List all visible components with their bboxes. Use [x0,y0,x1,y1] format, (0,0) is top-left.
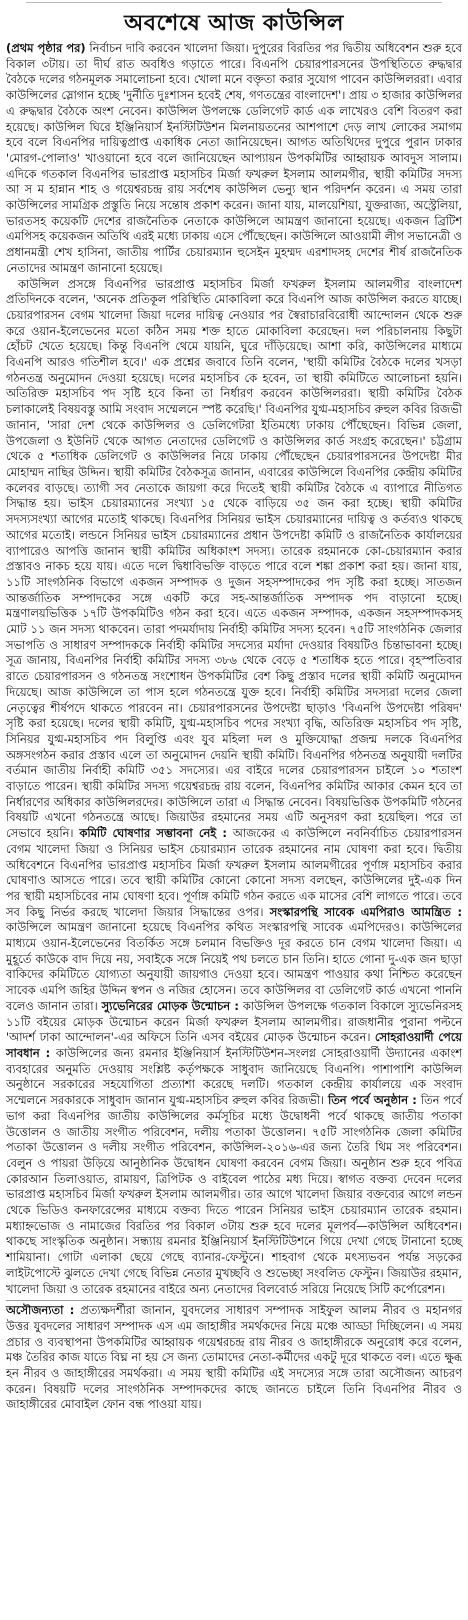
subhead-reformists: সংস্কারপন্থি সাবেক এমপিরাও আমন্ত্রিত : [269,904,463,919]
paragraph-8 [6,1303,462,1413]
paragraph-2 [6,277,462,1298]
section-divider [6,1300,462,1301]
paragraph-3-text: আজকের এ কাউন্সিলে নবনির্বাচিত চেয়ারপারসন বেগম খালেদা জিয়া ও সিনিয়র ভাইস চেয়ারম্যান তারেক রহমানের নাম ঘোষণা করা হবে। দ্বিতীয় অধিবেশনে বিএনপির ভারপ্রাপ্ত মহাসচিব মির্জা ফখরুল ইসলাম আলমগীরের পূর্ণাঙ্গ মহাসচিব করার ঘোষণাও আসতে পারে। তবে স্থায়ী কমিটির কোনো কোনো সদস্য বলছেন, কাউন্সিলের দুই-এক দিন পর স্থায়ী মহাসচিবের নাম ঘোষণা হবে। পূর্ণাঙ্গ কমিটি গঠন করতে এক মাসের বেশি লাগতে পারে। তবে সব কিছু নির্ভর করছে খালেদা জিয়ার সিদ্ধান্তের ওপর। [6,826,462,919]
paragraph-5-text: কাউন্সিল উপলক্ষে গতকাল বিকালে স্যুভেনিরসহ ১১টি বইয়ের মোড়ক উন্মোচন করেন মির্জা ফখরুল ইসলাম আলমগীর। রাজধানীর পুরানা পল্টনে 'আদর্শ ঢাকা আন্দোলন'-এর অফিসে তিনি এসব বইয়ের মোড়ক উন্মোচন করেন। [6,998,462,1045]
paragraph-6-text: কাউন্সিলের জন্য রমনার ইঞ্জিনিয়ার্স ইনস্টিটিউশন-সংলগ্ন সোহরাওয়ার্দী উদ্যানের একাংশ ব্যবহারের অনুমতি দেওয়ায় সংশ্লিষ্ট কর্তৃপক্ষকে সাধুবাদ জানিয়েছে বিএনপি। পাশাপাশি কাউন্সিল অনুষ্ঠানে সরকারের সহযোগিতা প্রত্যাশা করেছে দলটি। গতকাল কেন্দ্রীয় কার্যালয়ে এক সংবাদ সম্মেলনে সরকারকে সাধুবাদ জানান যুগ্ম-মহাসচিব রুহুল কবির রিজভী। [6,1046,462,1108]
continued-from-label: (প্রথম পৃষ্ঠার পর) [6,41,86,55]
paragraph-1 [6,41,462,277]
paragraph-8-text: প্রত্যক্ষদর্শীরা জানান, যুবদলের সাধারণ সম্পাদক সাইফুল আলম নীরব ও মহানগর উত্তর যুবদলের সাধারণ সম্পাদক এস এম জাহাঙ্গীর সমর্থকদের নিয়ে মঞ্চে আড্ডা দিচ্ছিলেন। এ সময় প্রচার ও ব্যবস্থাপনা উপকমিটির আহ্বায়ক গয়েশ্বরচন্দ্র রায় নীরব ও জাহাঙ্গীরকে অনুরোধ করে বলেন, মঞ্চ তৈরির কাজ যাতে বিঘ্ন না হয় সে জন্য তোমাদের নেতা-কর্মীদের একটু দূরে থাকতে বল। এতে ক্ষুব্ধ হন নীরব ও জাহাঙ্গীরের সমর্থকরা। এ সময় স্থায়ী কমিটির এই সদস্যের সঙ্গে তারা অসৌজন্য আচরণ করেন। বিষয়টি দলের সাংগঠনিক সম্পাদকদের কাছে জানতে চাইলে তিনি বিএনপির নীরব ও জাহাঙ্গীরের মোবাইল ফোন বন্ধ পাওয়া যায়। [6,1303,463,1412]
subhead-committee: কমিটি ঘোষণার সম্ভাবনা নেই : [79,826,227,841]
paragraph-7-text: তিন পর্বে ভাগ করা বিএনপির জাতীয় কাউন্সিলের কর্মসূচির মধ্যে উদ্বোধনী পর্বে থাকছে জাতীয় পতাকা উত্তোলন ও জাতীয় সংগীত পরিবেশন, দলীয় পতাকা উত্তোলন। ৭৫টি সাংগঠনিক জেলা কমিটির পতাকা উত্তোলন ও দলীয় সংগীত পরিবেশন, কাউন্সিল-২০১৬-এর জন্য তৈরি থিম সং পরিবেশন। বেলুন ও পায়রা উড়িয়ে আনুষ্ঠানিক উদ্বোধন ঘোষণা করবেন বেগম জিয়া। অনুষ্ঠান শুরু হবে পবিত্র কোরআন তিলাওয়াত, রামায়ণ, ত্রিপিটক ও বাইবেল পাঠের মধ্য দিয়ে। স্বাগত বক্তব্য দেবেন দলের ভারপ্রাপ্ত মহাসচিব মির্জা ফখরুল ইসলাম আলমগীর। তার আগে খালেদা জিয়ার বক্তব্যের আগে লন্ডন থেকে ভিডিও কনফারেন্সের মাধ্যমে বক্তব্য দিতে পারেন সিনিয়র ভাইস চেয়ারম্যান তারেক রহমান। মধ্যাহ্নভোজ ও নামাজের বিরতির পর বিকাল ৩টায় শুরু হবে দলের মূলপর্ব—কাউন্সিল অধিবেশন। থাকছে সাংস্কৃতিক অনুষ্ঠান। সন্ধ্যায় রমনার ইঞ্জিনিয়ার্স ইনস্টিটিউশনে গিয়ে দেখা গেছে টানানো হচ্ছে শামিয়ানা। গোটা এলাকা ছেয়ে গেছে ব্যানার-ফেস্টুনে। শাহবাগ থেকে মৎস্যভবন পর্যন্ত সড়কের লাইটপোস্টে ঝুলতে দেখা গেছে বিভিন্ন নেতার মুখচ্ছবি ও শুভেচ্ছা সংবলিত ফেস্টুন। জিয়াউর রহমান, খালেদা জিয়া ও তারেক রহমানের বাইরে অন্য নেতাদের বিলবোর্ড সরিয়ে নিয়েছে সিটি কর্পোরেশন। [6,1093,463,1296]
subhead-suhrawardy: সোহরাওয়ার্দী পেয়ে সাবধান : [6,1030,463,1060]
subhead-three-sessions: তিন পর্বে অনুষ্ঠান : [327,1093,417,1108]
headline: অবশেষে আজ কাউন্সিল [124,11,344,36]
paragraph-4-text: কাউন্সিলে আমন্ত্রণ জানানো হয়েছে বিএনপির কথিত সংস্কারপন্থি সাবেক এমপিদেরও। কাউন্সিলের মাধ্যমে ওয়ান-ইলেভেনের বিতর্কিত সঙ্গে চলমান বিভক্তিও দূর করতে চান বেগম খালেদা জিয়া। এ মুহূর্তে কাউকে বাদ দিয়ে নয়, সবাইকে সঙ্গে নিয়েই পথ চলতে চান তিনি। হাতে গোনা দু-এক জন ছাড়া বাকিদের কমিটিতে যোগ্যতা অনুযায়ী জায়গাও দেওয়া হবে। আমন্ত্রণ পাওয়ার কথা নিশ্চিত করেছেন সাবেক এমপি জহির উদ্দিন স্বপন ও নজির হোসেন। তবে কাউন্সিলর বা ডেলিগেট কার্ড এখনো পাননি বলেও জানান তারা। [6,920,462,1013]
paragraph-2-text: কাউন্সিল প্রসঙ্গে বিএনপির ভারপ্রাপ্ত মহাসচিব মির্জা ফখরুল ইসলাম আলমগীর বাংলাদেশ প্রতিদিনকে বলেন, 'অনেক প্রতিকূল পরিস্থিতি মোকাবিলা করে বিএনপি আজ কাউন্সিল করতে যাচ্ছে। চেয়ারপারসন বেগম খালেদা জিয়া দলের দায়িত্ব নেওয়ার পর স্বৈরাচারবিরোধী আন্দোলন থেকে শুরু করে ওয়ান-ইলেভেনের মতো কঠিন সময় শক্ত হাতে মোকাবিলা করেছেন। দল পরিচালনায় কিছুটা হোঁচট খেতে হয়েছে। কিন্তু বিএনপি থেমে যায়নি, ঘুরে দাঁড়িয়েছে। আশা করি, কাউন্সিলের মাধ্যমে বিএনপি আরও গতিশীল হবে।' এক প্রশ্নের জবাবে তিনি বলেন, 'স্থায়ী কমিটির বৈঠকে দলের খসড়া গঠনতন্ত্র অনুমোদন দেওয়া হয়েছে। দলের মহাসচিব কে হবেন, তা স্থায়ী কমিটিতে আলোচনা হয়নি। অতিরিক্ত মহাসচিব পদ সৃষ্টি হবে কিনা তা নির্ধারণ করবেন কাউন্সিলররা। স্থায়ী কমিটির বৈঠক চলাকালেই বিষয়বস্তু আমি সংবাদ সম্মেলনে স্পষ্ট করেছি।' বিএনপির যুগ্ম-মহাসচিব রুহুল কবির রিজভী জানান, 'সারা দেশ থেকে কাউন্সিলর ও ডেলিগেটরা ইতিমধ্যে ঢাকায় পৌঁছেছেন। বিভিন্ন জেলা, উপজেলা ও ইউনিট থেকে আগত নেতাদের ডেলিগেট ও কাউন্সিলর কার্ড সংগ্রহ করেছেন।' চট্টগ্রাম থেকে ৫ শতাধিক ডেলিগেট ও কাউন্সিলর নিয়ে ঢাকায় পৌঁছেছেন চেয়ারপারসনের উপদেষ্টা মীর মোহাম্মদ নাছির উদ্দিন। স্থায়ী কমিটির বৈঠকসূত্র জানান, এবারের কাউন্সিলে বিএনপির কেন্দ্রীয় কমিটির কলেবর বাড়ছে। ত্যাগী সব নেতাকে জায়গা করে দিতেই স্থায়ী কমিটির বৈঠকে এ ব্যাপারে নীতিগত সিদ্ধান্ত হয়। ভাইস চেয়ারম্যানের সংখ্যা ১৫ থেকে বাড়িয়ে ৩৫ জন করা হচ্ছে। স্থায়ী কমিটির সদস্যসংখ্যা আগের মতোই থাকছে। বিএনপির সিনিয়র ভাইস চেয়ারম্যানের দায়িত্ব ও কর্তব্যও থাকছে আগের মতোই। লন্ডনে সিনিয়র ভাইস চেয়ারম্যানের প্রধান উপদেষ্টা কমিটি ও রাজনৈতিক কার্যালয়ের ব্যাপারেও আপত্তি জানান স্থায়ী কমিটির অধিকাংশ সদস্য। তারেক রহমানকে কো-চেয়ারম্যান করার প্রস্তাবও নাকচ হয়ে যায়। এতে দলে দ্বিধাবিভক্তি বাড়তে পারে বলে শঙ্কা প্রকাশ করা হয়। জানা যায়, ১১টি সাংগঠনিক বিভাগে একজন সম্পাদক ও দুজন সহসম্পাদকের পদ সৃষ্টি করা হচ্ছে। সাতজন আন্তর্জাতিক সম্পাদকের সঙ্গে একটি করে সহ-আন্তর্জাতিক সম্পাদক পদ বাড়ানো হচ্ছে। মন্ত্রণালয়ভিত্তিক ১৭টি উপকমিটিও গঠন করা হবে। এতে একজন সম্পাদক, একজন সহসম্পাদকসহ মোট ১১ জন সদস্য থাকবেন। তারা পদমর্যাদায় নির্বাহী কমিটির সদস্য হবেন। ৭৫টি সাংগঠনিক জেলার সভাপতি ও সাধারণ সম্পাদককে নির্বাহী কমিটির সদস্যের মর্যাদা দেওয়ার বিষয়টিও চিন্তাভাবনা হচ্ছে। সূত্র জানায়, বিএনপির নির্বাহী কমিটির সদস্য ৩৮৬ থেকে বেড়ে ৫ শতাধিক হতে পারে। বৃহস্পতিবার রাতে চেয়ারপারসন ও গঠনতন্ত্র সংশোধন উপকমিটির বেশ কিছু প্রস্তাব দলের স্থায়ী কমিটি অনুমোদন দিয়েছে। আজ কাউন্সিলে তা পাস হলে গঠনতন্ত্রে যুক্ত হবে। নির্বাহী কমিটির সদস্যরা দলের জেলা নেতৃত্বের শীর্ষপদে থাকতে পারবেন না। চেয়ারপারসনের উপদেষ্টা ছাড়াও 'বিএনপি উপদেষ্টা পরিষদ' সৃষ্টি করা হয়েছে। দলের স্থায়ী কমিটি, যুগ্ম-মহাসচিব পদের সংখ্যা বৃদ্ধি, অতিরিক্ত মহাসচিব পদ সৃষ্টি, সিনিয়র যুগ্ম-মহাসচিব পদ বিলুপ্তি এবং যুব মহিলা দল ও মুক্তিযোদ্ধা প্রজন্ম দলকে বিএনপির অঙ্গসংগঠন করার প্রস্তাব এলে তা অনুমোদন দেয়নি স্থায়ী কমিটি। বিএনপির গঠনতন্ত্র অনুযায়ী দলটির বর্তমান জাতীয় নির্বাহী কমিটি ৩৫১ সদস্যের। এর বাইরে দলের চেয়ারপারসন চাইলে ১০ শতাংশ বাড়াতে পারেন। স্থায়ী কমিটির সদস্য গয়েশ্বরচন্দ্র রায় বলেন, বিএনপির কমিটির আকার কেমন হবে তা নির্ধারণের অধিকার কাউন্সিলরদের। কাউন্সিলে তারা এ সিদ্ধান্ত নেবেন। বিষয়ভিত্তিক উপকমিটি গঠনের বিষয়টি এখনো গঠনতন্ত্রে আছে। জিয়াউর রহমানের সময় এটি অনুসরণ করা হয়েছিল। পরে তা সেভাবে হয়নি। [6,276,462,841]
top-rule [26,2,442,9]
article-body [6,41,462,1413]
subhead-souvenir: স্যুভেনিরের মোড়ক উন্মোচন : [101,998,239,1013]
paragraph-1-text: নির্বাচন দাবি করবেন খালেদা জিয়া। দুপুরের বিরতির পর দ্বিতীয় অধিবেশন শুরু হবে বিকাল ৩টায়। তা দীর্ঘ রাত অবধিও গড়াতে পারে। বিএনপি চেয়ারপারসনের উপস্থিতিতে রুদ্ধদ্বার বৈঠকে দলের গঠনমূলক সমালোচনা হবে। খোলা মনে বক্তৃতা করার সুযোগ পাবেন কাউন্সিলররা। এবার কাউন্সিলের স্লোগান হচ্ছে 'দুর্নীতি দুঃশাসন হবেই শেষ, গণতন্ত্রের বাংলাদেশ'। প্রায় ৩ হাজার কাউন্সিলর এ রুদ্ধদ্বার বৈঠকে অংশ নেবেন। কাউন্সিল উপলক্ষে ডেলিগেট কার্ড এক লাখেরও বেশি বিতরণ করা হয়েছে। কাউন্সিল ঘিরে ইঞ্জিনিয়ার্স ইনস্টিটিউশন মিলনায়তনের আশপাশে দেড় লাখ লোকের সমাগম হবে বলে বিএনপির দায়িত্বপ্রাপ্ত একাধিক নেতা জানিয়েছেন। আগত অতিথিদের দুপুরে পুরান ঢাকার 'মোরগ-পোলাও' খাওয়ানো হবে বলে জানিয়েছেন আপ্যায়ন উপকমিটির আহ্বায়ক আবদুস সালাম। এদিকে গতকাল বিএনপির ভারপ্রাপ্ত মহাসচিব মির্জা ফখরুল ইসলাম আলমগীর, স্থায়ী কমিটির সদস্য আ স ম হান্নান শাহ ও গয়েশ্বরচন্দ্র রায় সর্বশেষ কাউন্সিল ভেন্যু স্থান পরিদর্শন করেন। এ সময় তারা কাউন্সিলের সামগ্রিক প্রস্তুতি নিয়ে সন্তোষ প্রকাশ করেন। জানা যায়, মালয়েশিয়া, যুক্তরাজ্য, অস্ট্রেলিয়া, ভারতসহ কয়েকটি দেশের রাজনৈতিক নেতাকে কাউন্সিলে আমন্ত্রণ জানানো হয়েছে। একজন ব্রিটিশ এমপিসহ কয়েকজন অতিথি এরই মধ্যে ঢাকায় এসে পৌঁছেছেন। কাউন্সিলে আওয়ামী লীগ সভানেত্রী ও প্রধানমন্ত্রী শেখ হাসিনা, জাতীয় পার্টির চেয়ারম্যান হুসেইন মুহম্মদ এরশাদসহ দেশের শীর্ষ রাজনৈতিক নেতাদের আমন্ত্রণ জানানো হয়েছে। [6,41,462,275]
subhead-discourtesy: অসৌজন্যতা : [6,1303,75,1318]
